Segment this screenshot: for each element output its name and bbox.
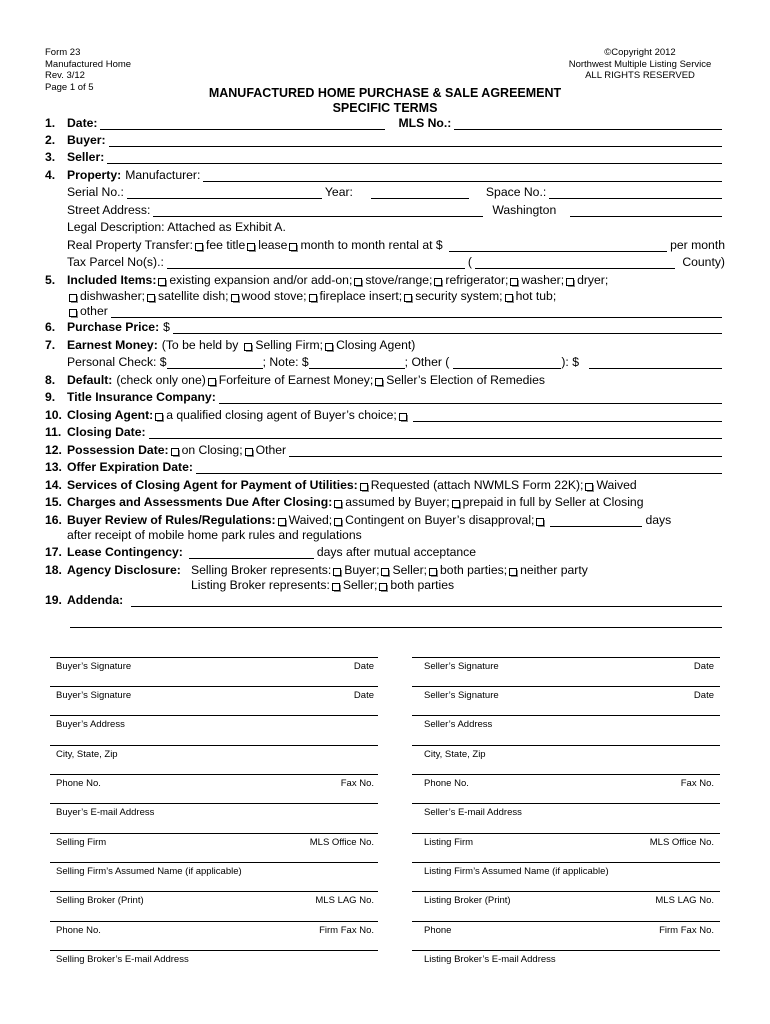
item-number: 8.: [45, 373, 56, 387]
fireplace-label: fireplace insert;: [319, 289, 403, 303]
form-header-right: [560, 47, 720, 82]
personal-check-field[interactable]: [167, 356, 263, 369]
item-19-row: [45, 591, 725, 607]
space-field[interactable]: [549, 186, 722, 199]
right-signature-line[interactable]: [412, 686, 720, 700]
signature-field-label: City, State, Zip: [424, 749, 486, 760]
listing-broker-row: [45, 576, 725, 592]
satellite-label: satellite dish;: [158, 289, 229, 303]
left-signature-line[interactable]: [50, 891, 378, 905]
possession-other-field[interactable]: [289, 444, 722, 457]
left-signature-line[interactable]: [50, 715, 378, 729]
possession-other-label: Other: [255, 443, 287, 457]
date-field[interactable]: [100, 117, 385, 130]
wood-stove-label: wood stove;: [241, 289, 307, 303]
right-signature-line[interactable]: [412, 657, 720, 671]
item-number: 10.: [45, 408, 62, 422]
possession-other-checkbox[interactable]: [245, 448, 253, 456]
days-checkbox[interactable]: [536, 518, 544, 526]
property-label: Property:: [67, 168, 122, 182]
qualified-agent-checkbox[interactable]: [155, 413, 163, 421]
item-number: 19.: [45, 593, 62, 607]
addenda-label: Addenda:: [67, 593, 124, 607]
election-label: Seller’s Election of Remedies: [386, 373, 545, 387]
item-14-row: [45, 476, 725, 492]
stove-checkbox[interactable]: [354, 278, 362, 286]
zip-field[interactable]: [570, 204, 722, 217]
right-signature-line[interactable]: [412, 833, 720, 847]
item-number: 18.: [45, 563, 62, 577]
left-signature-line[interactable]: [50, 921, 378, 935]
item-17-row: [45, 543, 725, 559]
selling-firm-checkbox[interactable]: [244, 343, 252, 351]
left-signature-line[interactable]: [50, 833, 378, 847]
signature-field-sublabel: Fax No.: [680, 778, 714, 789]
signature-field-label: Phone No.: [56, 925, 101, 936]
stove-label: stove/range;: [365, 273, 433, 287]
other-checkbox[interactable]: [69, 309, 77, 317]
fridge-label: refrigerator;: [445, 273, 509, 287]
state-label: Washington: [492, 203, 557, 217]
page-number: Page 1 of 5: [45, 82, 94, 94]
forfeiture-checkbox[interactable]: [208, 378, 216, 386]
fee-title-checkbox[interactable]: [195, 243, 203, 251]
item-15-row: [45, 493, 725, 509]
signature-field-sublabel: Fax No.: [340, 778, 374, 789]
rent-field[interactable]: [449, 239, 667, 252]
utilities-label: Services of Closing Agent for Payment of Utilities:: [67, 478, 358, 492]
signature-field-label: Selling Firm’s Assumed Name (if applicable): [56, 866, 242, 877]
closing-date-field[interactable]: [149, 426, 722, 439]
signature-field-label: Seller’s E-mail Address: [424, 807, 522, 818]
signature-field-sublabel: Firm Fax No.: [319, 925, 374, 936]
sb-buyer-checkbox[interactable]: [333, 568, 341, 576]
item-10-row: [45, 406, 725, 422]
street-row: [45, 201, 725, 217]
form-number: Form 23: [45, 47, 81, 58]
left-signature-line[interactable]: [50, 686, 378, 700]
mls-label: MLS No.:: [398, 116, 452, 130]
lease-days-field[interactable]: [189, 546, 314, 559]
listing-broker-rep-label: Listing Broker represents:: [191, 578, 330, 592]
closing-agent-other-checkbox[interactable]: [399, 413, 407, 421]
agency-label: Agency Disclosure:: [67, 563, 181, 577]
item-13-row: [45, 458, 725, 474]
contingent-checkbox[interactable]: [334, 518, 342, 526]
item-number: 11.: [45, 425, 62, 439]
signature-field-label: Listing Firm: [424, 837, 474, 848]
contingent-label: Contingent on Buyer’s disapproval;: [345, 513, 535, 527]
signature-field-label: Selling Broker (Print): [56, 895, 144, 906]
closing-agent-checkbox[interactable]: [325, 343, 333, 351]
signature-field-sublabel: MLS LAG No.: [655, 895, 714, 906]
signature-field-label: Seller’s Address: [424, 719, 493, 730]
organization: Northwest Multiple Listing Service: [568, 58, 712, 70]
price-field[interactable]: [173, 321, 722, 334]
other-field[interactable]: [111, 305, 722, 318]
sb-both-label: both parties;: [440, 563, 508, 577]
left-signature-line[interactable]: [50, 950, 378, 964]
item-number: 5.: [45, 273, 56, 287]
after-receipt-label: after receipt of mobile home park rules and regulations: [67, 528, 362, 542]
title-company-field[interactable]: [219, 391, 722, 404]
days-label: days: [645, 513, 672, 527]
signature-field-label: Listing Firm’s Assumed Name (if applicable): [424, 866, 609, 877]
hot-tub-checkbox[interactable]: [505, 294, 513, 302]
paren-open: (: [467, 255, 472, 269]
item-3-row: [45, 148, 725, 164]
seller-label: Seller:: [67, 150, 105, 164]
item-number: 7.: [45, 338, 56, 352]
signature-field-label: Buyer’s Signature: [56, 661, 132, 672]
lease-checkbox[interactable]: [247, 243, 255, 251]
addenda-field[interactable]: [131, 594, 722, 607]
right-signature-line[interactable]: [412, 862, 720, 876]
included-label: Included Items:: [67, 273, 157, 287]
right-signature-line[interactable]: [412, 921, 720, 935]
utilities-waived-checkbox[interactable]: [585, 483, 593, 491]
copyright: ©Copyright 2012: [604, 47, 676, 58]
held-by-label: (To be held by: [161, 338, 239, 352]
left-signature-line[interactable]: [50, 657, 378, 671]
existing-label: existing expansion and/or add-on;: [169, 273, 353, 287]
item-9-row: [45, 388, 725, 404]
sb-buyer-label: Buyer;: [344, 563, 380, 577]
left-signature-line[interactable]: [50, 774, 378, 788]
personal-check-row: [45, 353, 725, 369]
signature-field-label: Listing Broker (Print): [424, 895, 511, 906]
rpt-row: [45, 236, 725, 252]
left-signature-line[interactable]: [50, 745, 378, 759]
signature-field-label: Phone: [424, 925, 452, 936]
fee-title-label: fee title: [206, 238, 246, 252]
signature-field-label: Buyer’s E-mail Address: [56, 807, 155, 818]
item-number: 15.: [45, 495, 62, 509]
county-field[interactable]: [475, 256, 675, 269]
paren-dollar-label: ): $: [561, 355, 579, 369]
signature-field-sublabel: Firm Fax No.: [659, 925, 714, 936]
month-rental-checkbox[interactable]: [289, 243, 297, 251]
document-title: MANUFACTURED HOME PURCHASE & SALE AGREEMENT: [208, 86, 562, 100]
signature-field-sublabel: MLS Office No.: [649, 837, 714, 848]
item-2-row: [45, 131, 725, 147]
review-label: Buyer Review of Rules/Regulations:: [67, 513, 276, 527]
item-number: 4.: [45, 168, 56, 182]
item-18-row: [45, 561, 725, 577]
price-label: Purchase Price:: [67, 320, 160, 334]
seller-field[interactable]: [107, 151, 722, 164]
note-label: ; Note: $: [262, 355, 309, 369]
signature-field-sublabel: Date: [693, 661, 714, 672]
form-revision: Rev. 3/12: [45, 70, 85, 82]
signature-field-label: Buyer’s Address: [56, 719, 125, 730]
satellite-checkbox[interactable]: [147, 294, 155, 302]
check-one-label: (check only one): [116, 373, 206, 387]
left-signature-line[interactable]: [50, 862, 378, 876]
item-number: 9.: [45, 390, 56, 404]
space-label: Space No.:: [485, 185, 547, 199]
security-checkbox[interactable]: [404, 294, 412, 302]
street-field[interactable]: [153, 204, 483, 217]
item-5-row: [45, 271, 725, 287]
addenda-row-2: [45, 612, 725, 628]
possession-label: Possession Date:: [67, 443, 169, 457]
item-1-row: [45, 114, 725, 130]
serial-row: [45, 183, 725, 199]
offer-expiration-label: Offer Expiration Date:: [67, 460, 193, 474]
right-signature-line[interactable]: [412, 745, 720, 759]
closing-agent-label: Closing Agent:: [67, 408, 154, 422]
signature-field-sublabel: Date: [693, 690, 714, 701]
mls-field[interactable]: [454, 117, 722, 130]
review-waived-checkbox[interactable]: [278, 518, 286, 526]
wood-stove-checkbox[interactable]: [231, 294, 239, 302]
review-waived-label: Waived;: [288, 513, 333, 527]
dishwasher-label: dishwasher;: [80, 289, 146, 303]
requested-label: Requested (attach NWMLS Form 22K);: [370, 478, 584, 492]
dryer-checkbox[interactable]: [566, 278, 574, 286]
selling-firm-label: Selling Firm;: [255, 338, 324, 352]
street-label: Street Address:: [67, 203, 151, 217]
signature-field-label: Seller’s Signature: [424, 661, 499, 672]
hot-tub-label: hot tub;: [515, 289, 557, 303]
item-number: 13.: [45, 460, 62, 474]
item-number: 12.: [45, 443, 62, 457]
sb-neither-checkbox[interactable]: [509, 568, 517, 576]
tax-row: [45, 253, 725, 269]
signature-field-sublabel: MLS LAG No.: [315, 895, 374, 906]
right-signature-line[interactable]: [412, 891, 720, 905]
existing-checkbox[interactable]: [158, 278, 166, 286]
signature-field-label: Buyer’s Signature: [56, 690, 132, 701]
date-label: Date:: [67, 116, 98, 130]
item-number: 14.: [45, 478, 62, 492]
form-name: Manufactured Home: [45, 58, 132, 70]
sb-both-checkbox[interactable]: [429, 568, 437, 576]
item-number: 1.: [45, 116, 56, 130]
signature-field-label: Listing Broker’s E-mail Address: [424, 954, 556, 965]
item-16-row: [45, 511, 725, 527]
manufacturer-label: Manufacturer:: [125, 168, 201, 182]
serial-label: Serial No.:: [67, 185, 124, 199]
legal-row: [45, 218, 725, 234]
item-number: 3.: [45, 150, 56, 164]
default-label: Default:: [67, 373, 113, 387]
sb-seller-checkbox[interactable]: [381, 568, 389, 576]
closing-agent-field[interactable]: [413, 409, 722, 422]
charges-label: Charges and Assessments Due After Closing:: [67, 495, 333, 509]
qualified-agent-label: a qualified closing agent of Buyer’s choice;: [166, 408, 397, 422]
fridge-checkbox[interactable]: [434, 278, 442, 286]
security-label: security system;: [415, 289, 503, 303]
legal-description: Legal Description: Attached as Exhibit A.: [67, 220, 286, 234]
lb-both-checkbox[interactable]: [379, 583, 387, 591]
on-closing-label: on Closing;: [181, 443, 243, 457]
fireplace-checkbox[interactable]: [309, 294, 317, 302]
election-checkbox[interactable]: [375, 378, 383, 386]
offer-expiration-field[interactable]: [196, 461, 722, 474]
rights: ALL RIGHTS RESERVED: [585, 70, 695, 82]
item-11-row: [45, 423, 725, 439]
buyer-field[interactable]: [109, 134, 722, 147]
year-label: Year:: [324, 185, 353, 199]
assumed-label: assumed by Buyer;: [345, 495, 450, 509]
utilities-waived-label: Waived: [596, 478, 637, 492]
other-desc-field[interactable]: [453, 356, 561, 369]
item-8-row: [45, 371, 725, 387]
closing-agent-label: Closing Agent): [336, 338, 416, 352]
dollar-sign: $: [163, 320, 170, 334]
lease-label: lease: [258, 238, 288, 252]
item-number: 2.: [45, 133, 56, 147]
included-row-2: [45, 287, 725, 303]
dryer-label: dryer;: [577, 273, 609, 287]
signature-field-label: Phone No.: [424, 778, 469, 789]
buyer-label: Buyer:: [67, 133, 106, 147]
document-subtitle: SPECIFIC TERMS: [332, 101, 438, 115]
washer-label: washer;: [521, 273, 565, 287]
right-signature-line[interactable]: [412, 774, 720, 788]
requested-checkbox[interactable]: [360, 483, 368, 491]
item-7-row: [45, 336, 725, 352]
signature-field-sublabel: Date: [353, 690, 374, 701]
item-4-row: [45, 166, 725, 182]
item-12-row: [45, 441, 725, 457]
lb-both-label: both parties: [390, 578, 455, 592]
washer-checkbox[interactable]: [510, 278, 518, 286]
closing-date-label: Closing Date:: [67, 425, 146, 439]
signature-field-label: Selling Firm: [56, 837, 107, 848]
other-paren-label: ; Other (: [404, 355, 450, 369]
earnest-label: Earnest Money:: [67, 338, 158, 352]
signature-field-sublabel: MLS Office No.: [309, 837, 374, 848]
serial-field[interactable]: [127, 186, 322, 199]
right-signature-line[interactable]: [412, 715, 720, 729]
tax-label: Tax Parcel No(s).:: [67, 255, 164, 269]
left-signature-line[interactable]: [50, 803, 378, 817]
selling-broker-rep-label: Selling Broker represents:: [191, 563, 332, 577]
right-signature-line[interactable]: [412, 803, 720, 817]
signature-field-label: Selling Broker’s E-mail Address: [56, 954, 189, 965]
item-6-row: [45, 318, 725, 334]
county-label: County): [682, 255, 725, 269]
lb-seller-checkbox[interactable]: [332, 583, 340, 591]
signature-field-label: City, State, Zip: [56, 749, 118, 760]
lb-seller-label: Seller;: [342, 578, 378, 592]
item-number: 6.: [45, 320, 56, 334]
on-closing-checkbox[interactable]: [171, 448, 179, 456]
note-field[interactable]: [309, 356, 405, 369]
month-rental-label: month to month rental at $: [300, 238, 443, 252]
manufacturer-field[interactable]: [203, 169, 722, 182]
signature-field-label: Phone No.: [56, 778, 101, 789]
year-field[interactable]: [371, 186, 469, 199]
after-receipt-row: [45, 526, 725, 542]
addenda-field-2[interactable]: [70, 615, 722, 628]
days-after-label: days after mutual acceptance: [316, 545, 477, 559]
per-month-label: per month: [670, 238, 725, 252]
tax-field[interactable]: [167, 256, 465, 269]
right-signature-line[interactable]: [412, 950, 720, 964]
sb-seller-label: Seller;: [392, 563, 428, 577]
title-company-label: Title Insurance Company:: [67, 390, 216, 404]
rpt-label: Real Property Transfer:: [67, 238, 193, 252]
included-other-row: [45, 302, 725, 318]
personal-check-label: Personal Check: $: [67, 355, 167, 369]
item-number: 16.: [45, 513, 62, 527]
signature-field-sublabel: Date: [353, 661, 374, 672]
other-amount-field[interactable]: [589, 356, 722, 369]
item-number: 17.: [45, 545, 62, 559]
prepaid-label: prepaid in full by Seller at Closing: [462, 495, 644, 509]
lease-contingency-label: Lease Contingency:: [67, 545, 183, 559]
prepaid-checkbox[interactable]: [452, 500, 460, 508]
forfeiture-label: Forfeiture of Earnest Money;: [218, 373, 374, 387]
signature-field-label: Seller’s Signature: [424, 690, 499, 701]
sb-neither-label: neither party: [520, 563, 588, 577]
other-label: other: [80, 304, 108, 318]
assumed-checkbox[interactable]: [334, 500, 342, 508]
dishwasher-checkbox[interactable]: [69, 294, 77, 302]
